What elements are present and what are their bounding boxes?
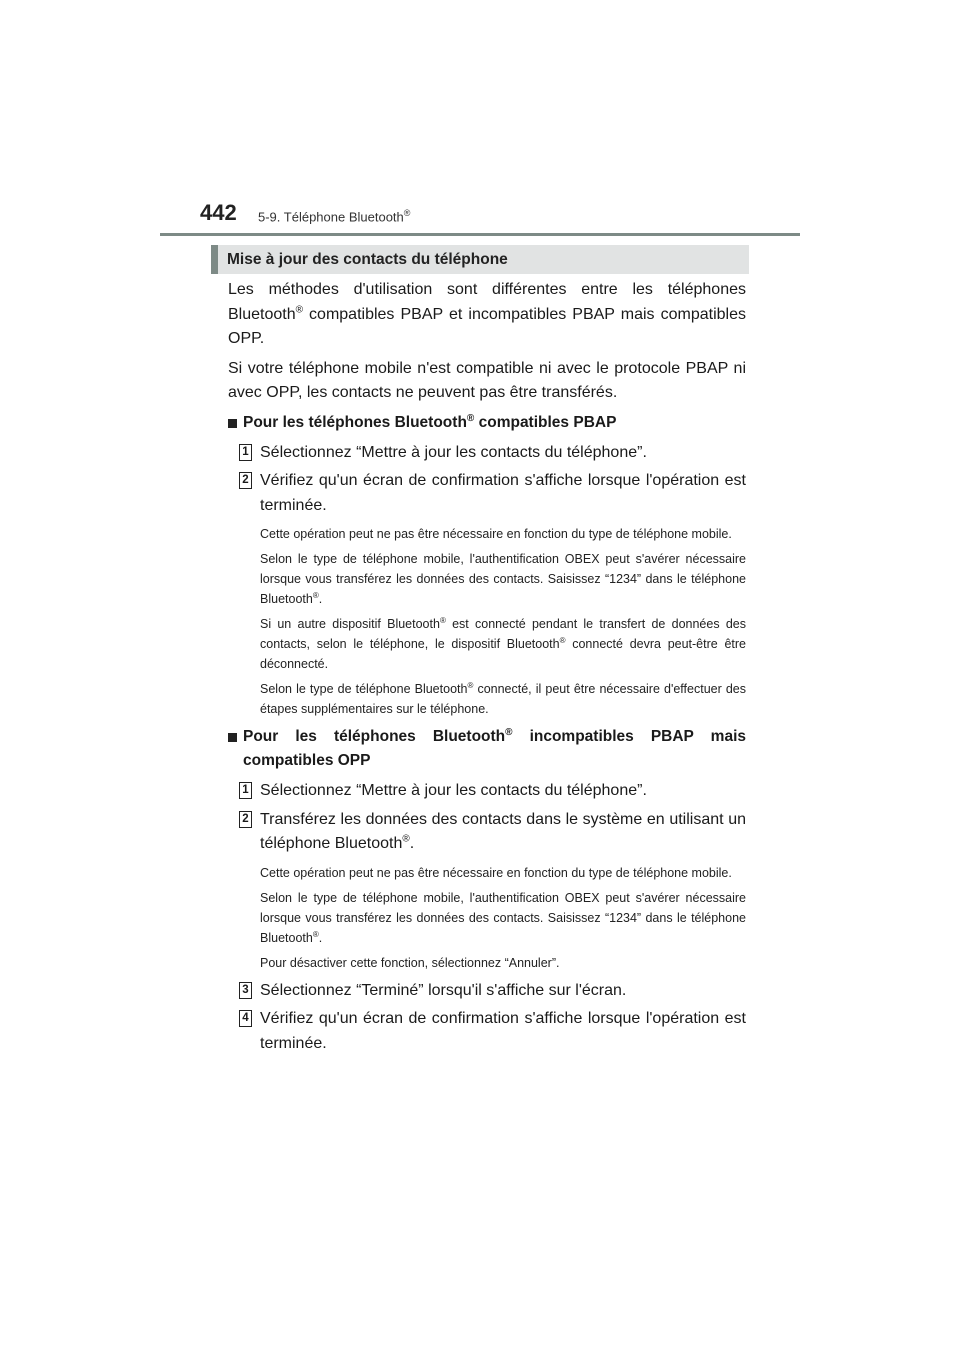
page-number: 442 [200,200,237,225]
opp-step-1 [228,779,746,804]
step-text: Sélectionnez “Mettre à jour les contacts du téléphone”. [260,782,647,799]
chapter-title: 5-9. Téléphone Bluetooth® [258,208,411,225]
step-text: Sélectionnez “Mettre à jour les contacts du téléphone”. [260,443,647,461]
note: Selon le type de téléphone mobile, l'authentification OBEX peut s'avérer nécessaire lorsque vous transférez les données des contacts. Saisissez “1234” dans le téléphone Bluetooth®. [260,890,746,945]
step-number-badge: 1 [239,444,252,461]
note: Selon le type de téléphone Bluetooth® connecté, il peut être nécessaire d'effectuer des étapes supplémentaires sur le téléphone. [260,680,747,716]
opp-step-3 [228,979,746,1004]
opp-step-4 [228,1007,746,1056]
step-number-badge: 2 [239,472,252,489]
square-bullet-icon [228,419,237,428]
note: Cette opération peut ne pas être nécessaire en fonction du type de téléphone mobile. [260,865,732,880]
step-number-badge: 2 [239,811,252,828]
square-bullet-icon [228,733,237,742]
step-number-badge: 3 [239,982,252,999]
intro-paragraph-1: Les méthodes d'utilisation sont différentes entre les téléphones Bluetooth® compatibles PBAP et incompatibles PBAP mais compatibles OPP. [228,281,746,347]
step-text: Sélectionnez “Terminé” lorsqu'il s'affiche sur l'écran. [260,981,627,999]
section-header: Mise à jour des contacts du téléphone [211,245,749,274]
step-number-badge: 4 [239,1010,252,1027]
pbap-step-1 [228,441,746,466]
pbap-step-2 [228,469,746,518]
pbap-heading: Pour les téléphones Bluetooth® compatibles PBAP [228,411,746,435]
step-text: Vérifiez qu'un écran de confirmation s'affiche lorsque l'opération est terminée. [260,472,746,514]
step-text: Vérifiez qu'un écran de confirmation s'affiche lorsque l'opération est terminée. [260,1010,746,1052]
note: Si un autre dispositif Bluetooth® est connecté pendant le transfert de données des contacts, selon le téléphone, le dispositif Bluetooth® connecté devra peut-être être déconnecté. [260,615,746,671]
note: Cette opération peut ne pas être nécessaire en fonction du type de téléphone mobile. [260,527,732,541]
note: Pour désactiver cette fonction, sélectionnez “Annuler”. [260,955,560,970]
pbap-notes [228,524,746,719]
header-rule [160,233,800,236]
opp-heading: Pour les téléphones Bluetooth® incompatibles PBAP mais compatibles OPP [228,725,746,773]
step-number-badge: 1 [239,782,252,799]
intro-paragraph-2: Si votre téléphone mobile n'est compatible ni avec le protocole PBAP ni avec OPP, les contacts ne peuvent pas être transférés. [228,359,746,401]
opp-notes [228,863,746,973]
page-content [228,278,746,1060]
step-text: Transférez les données des contacts dans le système en utilisant un téléphone Bluetooth®. [260,810,746,852]
note: Selon le type de téléphone mobile, l'authentification OBEX peut s'avérer nécessaire lorsque vous transférez les données des contacts. Saisissez “1234” dans le téléphone Bluetooth®. [260,552,746,606]
opp-step-2 [228,808,746,857]
